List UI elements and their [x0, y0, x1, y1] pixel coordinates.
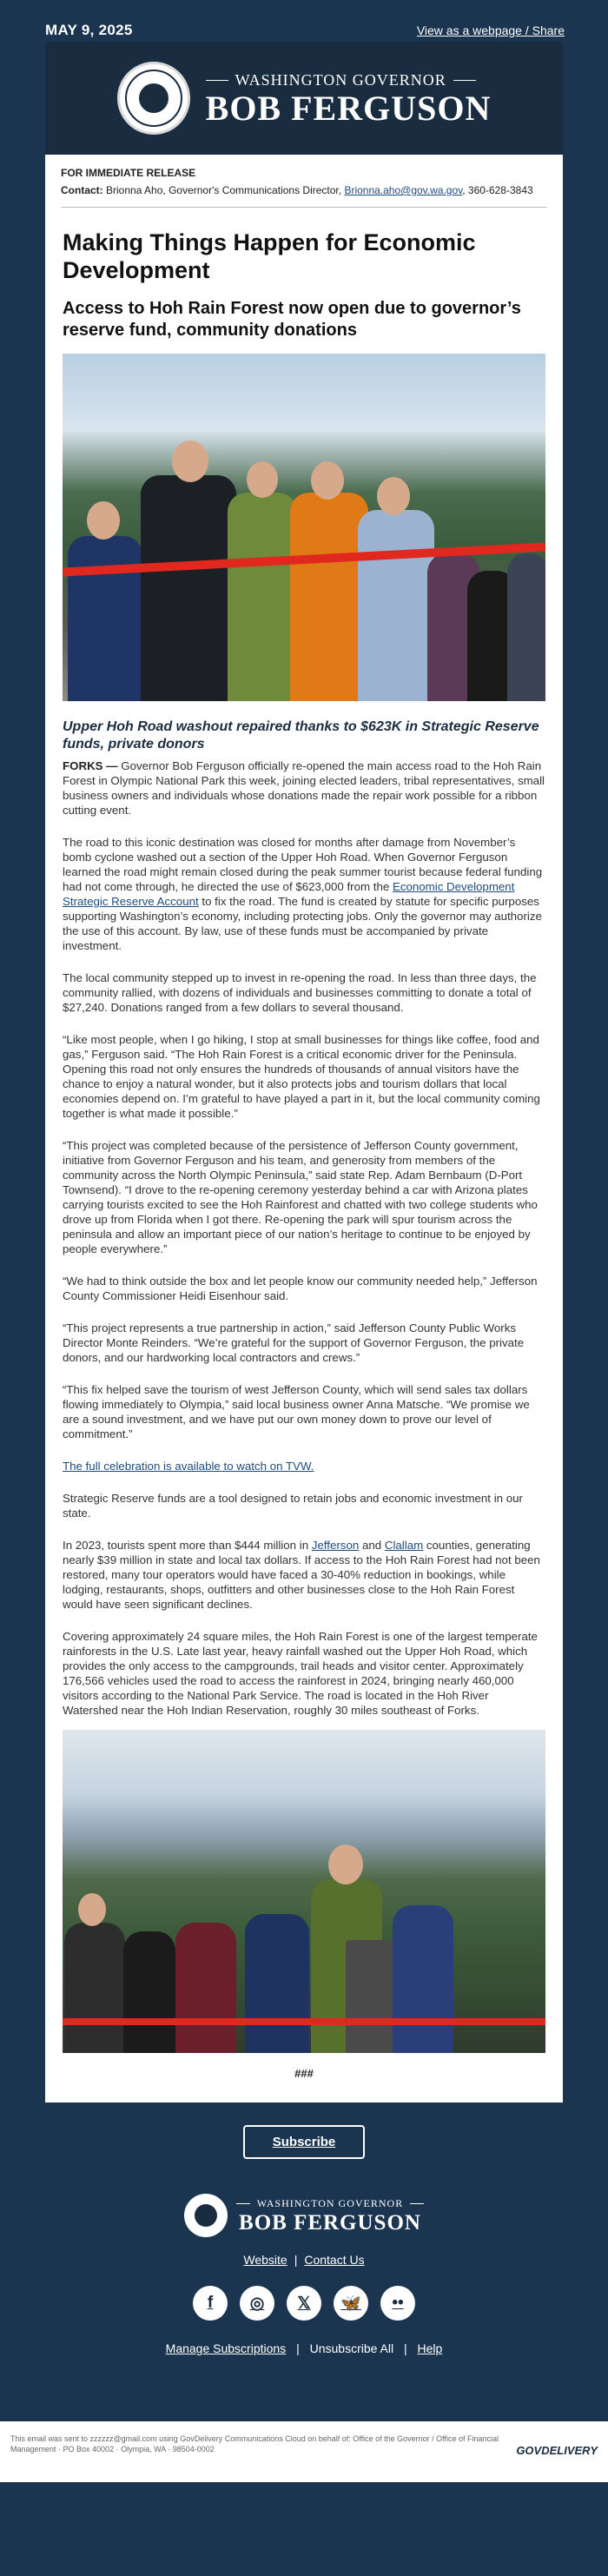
paragraph-2: The road to this iconic destination was closed for months after damage from November’s bomb cyclone washed out a section of the Upper Hoh Road. When Governor Ferguson learned the road might remain closed during the peak summer tourist because federal funding had not come through, he directed the use of $623,000 from the Economic Development Strategic Reserve Account to fix the road. The fund is created by statute for specific purposes supporting Washington’s economy, including protecting jobs. Only the governor may authorize the use of this account. By law, use of these funds must be accompanied by private investment.	[63, 836, 543, 952]
paragraph-3: The local community stepped up to invest in re-opening the road. In less than three days, the community rallied, with dozens of individuals and businesses committing to donate a total of $27,240. Donations ranged from a few dollars to several thousand.	[63, 971, 537, 1014]
paragraph-6: “We had to think outside the box and let people know our community needed help,” Jefferson County Commissioner Heidi Eisenhour said.	[63, 1275, 538, 1302]
ribbon-cutting-photo	[63, 354, 545, 701]
brand-line1: WASHINGTON GOVERNOR	[235, 70, 446, 89]
paragraph-9	[63, 1459, 545, 1473]
flickr-icon[interactable]: ••	[380, 2286, 415, 2321]
contact-us-link[interactable]: Contact Us	[304, 2253, 365, 2267]
x-icon[interactable]: 𝕏	[287, 2286, 321, 2321]
header-banner	[45, 42, 563, 155]
footer	[0, 2103, 608, 2482]
legal-text: This email was sent to zzzzzz@gmail.com using GovDelivery Communications Cloud on behalf of: Office of the Governor / Office of Financial Management · PO Box 40002 · Olympia, WA · 98504-0002	[10, 2434, 499, 2453]
paragraph-1: FORKS — Governor Bob Ferguson officially re-opened the main access road to the Hoh Rain Forest in Olympic National Park this week, joining elected leaders, tribal representatives, small business owners and individuals whose donations made the repair work possible for a ribbon cutting event.	[63, 759, 545, 817]
end-mark: ###	[294, 2067, 314, 2080]
article-title: Making Things Happen for Economic Development	[63, 229, 476, 283]
unsubscribe-all-link[interactable]: Unsubscribe All	[309, 2341, 394, 2355]
paragraph-12: Covering approximately 24 square miles, the Hoh Rain Forest is one of the largest temperate rainforests in the U.S. Late last year, heavy rainfall washed out the Upper Hoh Road, which provides the only access to the campgrounds, trail heads and visitor center. Approximately 176,566 vehicles used the road to access the rainforest in 2024, bringing nearly 460,000 visitors according to the National Park Service. The road is located in the Hoh River Watershed near the Hoh Indian Reservation, roughly 30 miles southeast of Forks.	[63, 1630, 538, 1717]
strategic-reserve-link[interactable]: Economic Development Strategic Reserve Account	[63, 880, 515, 908]
email-content	[45, 155, 563, 2103]
paragraph-5: “This project was completed because of the persistence of Jefferson County government, initiative from Governor Ferguson and his team, and generosity from members of the community across the North Olympic Peninsula,” said state Rep. Adam Bernbaum (D-Port Townsend). “I drove to the re-opening ceremony yesterday behind a car with Arizona plates carrying tourists excited to see the Hoh Rainforest and chatted with two college students who drove up from Florida when I got there. Re-opening the park will spur tourism across the peninsula and allow an important piece of our nation’s heritage to continue to be enjoyed by people everywhere.”	[63, 1139, 538, 1255]
contact-label: Contact:	[61, 184, 103, 196]
paragraph-7: “This project represents a true partnership in action,” said Jefferson County Public Works Director Monte Reinders. “We’re grateful for the support of Governor Ferguson, the private donors, and our hardworking local contractors and crews.”	[63, 1321, 525, 1364]
contact-name: Brionna Aho, Governor's Communications Director,	[106, 184, 342, 196]
podium-photo	[63, 1730, 545, 2053]
legal-footer	[0, 2421, 608, 2482]
tvw-link[interactable]: The full celebration is available to watch on TVW.	[63, 1460, 314, 1473]
govdelivery-logo: GOVDELIVERY	[516, 2444, 598, 2457]
paragraph-11: In 2023, tourists spent more than $444 million in Jefferson and Clallam counties, generating nearly $39 million in state and local tax dollars. If access to the Hoh Rain Forest had not been restored, many tour operators would have faced a 30-40% reduction in bookings, while lodging, restaurants, shops, outfitters and other businesses close to the Hoh Rain Forest would have seen significant declines.	[63, 1539, 540, 1611]
dateline: FORKS —	[63, 759, 118, 772]
top-bar	[0, 0, 608, 42]
article-subtitle: Access to Hoh Rain Forest now open due to governor’s reserve fund, community donations	[63, 299, 521, 340]
footer-brand: WASHINGTON GOVERNOR BOB FERGUSON	[0, 2194, 608, 2237]
state-seal-icon	[184, 2194, 228, 2237]
photo-caption: Upper Hoh Road washout repaired thanks to $623K in Strategic Reserve funds, private donors	[63, 719, 539, 752]
release-label: FOR IMMEDIATE RELEASE	[61, 167, 196, 179]
subscription-links: Manage Subscriptions | Unsubscribe All | Help	[165, 2341, 443, 2355]
facebook-icon[interactable]: f	[193, 2286, 228, 2321]
paragraph-10: Strategic Reserve funds are a tool designed to retain jobs and economic investment in our state.	[63, 1492, 523, 1520]
contact-line	[61, 184, 547, 196]
paragraph-8: “This fix helped save the tourism of west Jefferson County, which will send sales tax dollars flowing immediately to Olympia,” said local business owner Anna Matsche. “We promise we are a sound investment, and we have put our own money down to prove our level of commitment.”	[63, 1383, 530, 1440]
view-as-webpage-link[interactable]: View as a webpage / Share	[416, 23, 565, 37]
manage-subscriptions-link[interactable]: Manage Subscriptions	[165, 2341, 287, 2355]
jefferson-link[interactable]: Jefferson	[311, 1539, 360, 1552]
footer-links: Website | Contact Us	[243, 2253, 365, 2267]
issue-date: MAY 9, 2025	[45, 22, 133, 38]
divider	[61, 207, 547, 208]
bluesky-icon[interactable]: 🦋	[334, 2286, 368, 2321]
paragraph-4: “Like most people, when I go hiking, I stop at small businesses for things like coffee, food and gas,” Ferguson said. “The Hoh Rain Forest is a critical economic driver for the Peninsula. Opening this road not only ensures the hundreds of thousands of annual visitors have the chance to enjoy a natural wonder, but it also protects jobs and tourism dollars that local economies depend on. I’m grateful to have played a part in it, but the local community coming together is what made it possible.”	[63, 1033, 540, 1120]
clallam-link[interactable]: Clallam	[384, 1539, 424, 1552]
governor-brand	[206, 71, 492, 126]
website-link[interactable]: Website	[243, 2253, 287, 2267]
brand-line2: BOB FERGUSON	[205, 88, 492, 128]
contact-email-link[interactable]: Brionna.aho@gov.wa.gov	[344, 184, 463, 196]
contact-phone: , 360-628-3843	[462, 184, 533, 196]
subscribe-button[interactable]: Subscribe	[243, 2125, 366, 2159]
social-links	[0, 2286, 608, 2321]
state-seal-icon	[117, 62, 190, 135]
help-link[interactable]: Help	[417, 2341, 443, 2355]
instagram-icon[interactable]: ◎	[240, 2286, 274, 2321]
